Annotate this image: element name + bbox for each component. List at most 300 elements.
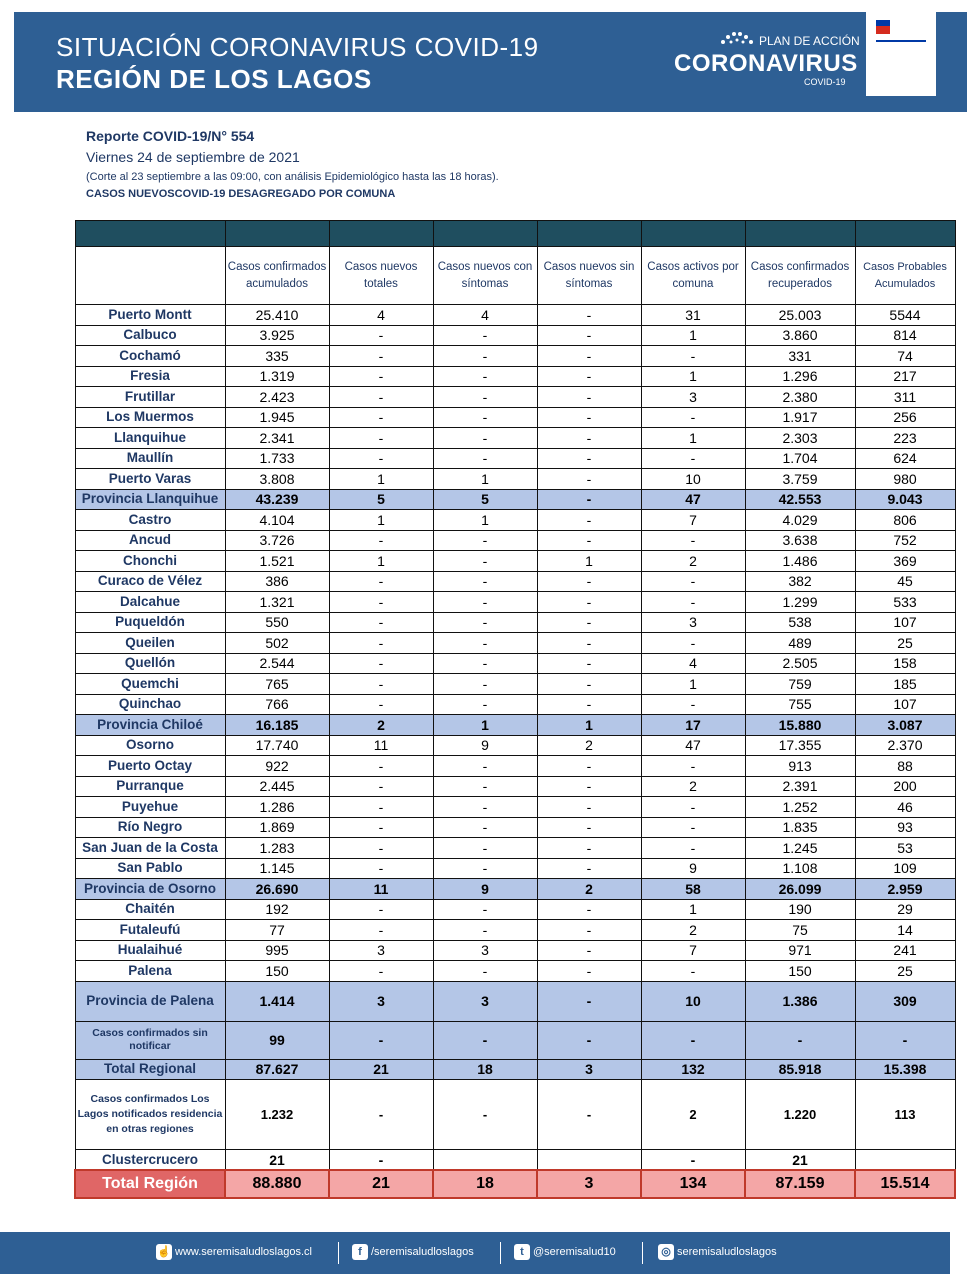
cell-value: 7 [641, 940, 745, 961]
header-title-line2: REGIÓN DE LOS LAGOS [56, 64, 372, 94]
cell-value: 1.917 [745, 407, 855, 428]
cell-value: - [329, 756, 433, 777]
cell-value: 2.423 [225, 387, 329, 408]
comuna-name: Hualaihué [75, 940, 225, 961]
footer-divider [642, 1242, 643, 1264]
cell-value: - [329, 1021, 433, 1059]
header-title-line1: SITUACIÓN CORONAVIRUS COVID-19 [56, 32, 539, 62]
cell-value: 550 [225, 612, 329, 633]
table-row [75, 1170, 955, 1198]
report-subtitle: CASOS NUEVOSCOVID-19 DESAGREGADO POR COMUNA [86, 188, 396, 200]
cell-value: 533 [855, 592, 955, 613]
brand-sub-label: COVID-19 [804, 77, 846, 87]
cell-value: 1.283 [225, 838, 329, 859]
footer-bar [0, 1232, 950, 1274]
cell-value: - [329, 612, 433, 633]
column-header: Casos Probables Acumulados [855, 247, 955, 305]
cell-value: - [433, 817, 537, 838]
cell-value: 2 [641, 776, 745, 797]
cell-value: - [537, 633, 641, 654]
cell-value: 18 [433, 1170, 537, 1198]
table-row [75, 530, 955, 551]
cell-value: 2.445 [225, 776, 329, 797]
cell-value: 1.252 [745, 797, 855, 818]
cell-value: 1.245 [745, 838, 855, 859]
cell-value: 10 [641, 469, 745, 490]
cell-value: 42.553 [745, 489, 855, 510]
cell-value: - [329, 633, 433, 654]
cell-value: 5 [433, 489, 537, 510]
cell-value: 132 [641, 1059, 745, 1080]
cell-value: - [329, 428, 433, 449]
cell-value: 46 [855, 797, 955, 818]
cell-value: 1 [433, 510, 537, 531]
cell-value: 2.370 [855, 735, 955, 756]
cell-value: 3 [537, 1059, 641, 1080]
cell-value: 331 [745, 346, 855, 367]
cell-value: - [641, 1021, 745, 1059]
cell-value: - [537, 571, 641, 592]
cell-value: 88 [855, 756, 955, 777]
cell-value: - [537, 797, 641, 818]
cell-value: 26.099 [745, 879, 855, 900]
table-row [75, 674, 955, 695]
cell-value: - [537, 346, 641, 367]
cell-value: - [329, 920, 433, 941]
report-header [14, 12, 967, 112]
cell-value: - [537, 510, 641, 531]
plan-logo-icon [719, 30, 755, 48]
cell-value: - [537, 305, 641, 326]
cell-value: - [433, 899, 537, 920]
comuna-name: Los Muermos [75, 407, 225, 428]
cell-value: - [329, 366, 433, 387]
cell-value: 93 [855, 817, 955, 838]
cell-value: - [433, 1021, 537, 1059]
cell-value: - [329, 776, 433, 797]
cell-value: - [641, 694, 745, 715]
table-row [75, 899, 955, 920]
comuna-name: Chaitén [75, 899, 225, 920]
comuna-name: Curaco de Vélez [75, 571, 225, 592]
cell-value: - [433, 551, 537, 572]
comuna-name: Provincia de Palena [75, 981, 225, 1021]
cell-value: 1 [641, 674, 745, 695]
cell-value: 241 [855, 940, 955, 961]
cell-value: 1.704 [745, 448, 855, 469]
cell-value: 2 [537, 735, 641, 756]
cell-value: - [329, 1150, 433, 1171]
cell-value: - [329, 407, 433, 428]
cell-value: 1.733 [225, 448, 329, 469]
table-row [75, 510, 955, 531]
cell-value: 2.544 [225, 653, 329, 674]
cell-value: 26.690 [225, 879, 329, 900]
cell-value: - [537, 469, 641, 490]
brand-label: CORONAVIRUS [674, 50, 858, 77]
comuna-name: Cochamó [75, 346, 225, 367]
cell-value: - [433, 592, 537, 613]
cell-value: 3.638 [745, 530, 855, 551]
cell-value: 150 [745, 961, 855, 982]
cell-value: 2.391 [745, 776, 855, 797]
cell-value: 1 [537, 715, 641, 736]
cell-value: 4.104 [225, 510, 329, 531]
cell-value: - [433, 858, 537, 879]
comuna-name: Provincia Llanquihue [75, 489, 225, 510]
cell-value: 922 [225, 756, 329, 777]
cell-value: - [433, 838, 537, 859]
table-row [75, 715, 955, 736]
cell-value: 53 [855, 838, 955, 859]
cell-value: 190 [745, 899, 855, 920]
cell-value: - [329, 1080, 433, 1150]
cell-value: - [329, 571, 433, 592]
cell-value: - [537, 428, 641, 449]
cell-value: 3.808 [225, 469, 329, 490]
table-row [75, 735, 955, 756]
table-row [75, 448, 955, 469]
table-row [75, 756, 955, 777]
cell-value: 2.341 [225, 428, 329, 449]
cell-value: 766 [225, 694, 329, 715]
cell-value: 1 [329, 510, 433, 531]
cell-value: 806 [855, 510, 955, 531]
cell-value: 2 [329, 715, 433, 736]
cell-value: 11 [329, 879, 433, 900]
comuna-name: Palena [75, 961, 225, 982]
report-cutoff: (Corte al 23 septiembre a las 09:00, con análisis Epidemiológico hasta las 18 horas). [86, 171, 499, 183]
cell-value: 1 [329, 551, 433, 572]
footer-twitter-label: @seremisalud10 [533, 1246, 616, 1258]
table-row [75, 571, 955, 592]
comuna-name: Provincia de Osorno [75, 879, 225, 900]
table-row [75, 633, 955, 654]
table-row [75, 325, 955, 346]
cell-value: 1 [641, 428, 745, 449]
cell-value: - [433, 694, 537, 715]
cell-value: - [537, 1021, 641, 1059]
table-row [75, 387, 955, 408]
comuna-name: Quellón [75, 653, 225, 674]
comuna-name: Chonchi [75, 551, 225, 572]
cell-value: - [329, 858, 433, 879]
cell-value: 9 [433, 735, 537, 756]
cell-value: 1.286 [225, 797, 329, 818]
table-row [75, 346, 955, 367]
cell-value: 31 [641, 305, 745, 326]
table-row [75, 817, 955, 838]
column-header: Casos confirmados recuperados [745, 247, 855, 305]
cell-value: - [329, 899, 433, 920]
cell-value: - [537, 981, 641, 1021]
cell-value: 1 [641, 325, 745, 346]
cell-value: 87.627 [225, 1059, 329, 1080]
cell-value: 752 [855, 530, 955, 551]
cell-value: 980 [855, 469, 955, 490]
cell-value: - [537, 858, 641, 879]
table-row [75, 858, 955, 879]
cell-value: 4 [433, 305, 537, 326]
comuna-name: Provincia Chiloé [75, 715, 225, 736]
cell-value: 765 [225, 674, 329, 695]
cell-value: - [537, 940, 641, 961]
cell-value: - [433, 407, 537, 428]
cell-value: 4 [641, 653, 745, 674]
cell-value: 85.918 [745, 1059, 855, 1080]
cell-value: - [329, 838, 433, 859]
footer-web-label: www.seremisaludloslagos.cl [175, 1246, 312, 1258]
cell-value: 2 [641, 920, 745, 941]
cell-value: - [433, 1080, 537, 1150]
cell-value: 3 [433, 981, 537, 1021]
cell-value [537, 1150, 641, 1171]
cell-value: 1.414 [225, 981, 329, 1021]
cell-value: 217 [855, 366, 955, 387]
comuna-name: San Juan de la Costa [75, 838, 225, 859]
ministry-seal-icon [866, 12, 936, 96]
table-row [75, 920, 955, 941]
table-row [75, 961, 955, 982]
cell-value: 755 [745, 694, 855, 715]
comuna-name: Puerto Varas [75, 469, 225, 490]
cell-value: - [855, 1021, 955, 1059]
cell-value: - [433, 797, 537, 818]
cell-value: - [745, 1021, 855, 1059]
footer-divider [500, 1242, 501, 1264]
comuna-name: Maullín [75, 448, 225, 469]
comuna-name: Llanquihue [75, 428, 225, 449]
cell-value: 1.869 [225, 817, 329, 838]
cell-value: - [329, 694, 433, 715]
cell-value: - [641, 633, 745, 654]
cell-value: - [537, 899, 641, 920]
cell-value: 5 [329, 489, 433, 510]
table-row [75, 469, 955, 490]
table-row [75, 653, 955, 674]
cell-value: 88.880 [225, 1170, 329, 1198]
cell-value: - [537, 694, 641, 715]
cell-value: - [537, 838, 641, 859]
cell-value: 3 [641, 612, 745, 633]
table-row [75, 1021, 955, 1059]
cell-value: - [537, 961, 641, 982]
cell-value: - [433, 776, 537, 797]
cell-value: - [329, 653, 433, 674]
footer-facebook-label: /seremisaludloslagos [371, 1246, 474, 1258]
cell-value: 25 [855, 961, 955, 982]
cell-value: 4.029 [745, 510, 855, 531]
cell-value: 158 [855, 653, 955, 674]
cell-value [433, 1150, 537, 1171]
cell-value: 9 [433, 879, 537, 900]
cell-value: 2.505 [745, 653, 855, 674]
cell-value: 1.220 [745, 1080, 855, 1150]
cell-value: 21 [329, 1059, 433, 1080]
cell-value: 3.087 [855, 715, 955, 736]
cell-value: 369 [855, 551, 955, 572]
cell-value: 107 [855, 694, 955, 715]
cell-value: - [641, 346, 745, 367]
cell-value: 1 [433, 469, 537, 490]
cell-value: - [433, 674, 537, 695]
cell-value: 5544 [855, 305, 955, 326]
footer-facebook[interactable] [352, 1244, 474, 1260]
cell-value: 335 [225, 346, 329, 367]
cell-value: 14 [855, 920, 955, 941]
cell-value: 382 [745, 571, 855, 592]
cell-value: - [641, 797, 745, 818]
comuna-name: Puqueldón [75, 612, 225, 633]
cell-value: 15.514 [855, 1170, 955, 1198]
comuna-name: Purranque [75, 776, 225, 797]
table-row [75, 879, 955, 900]
cell-value: - [433, 612, 537, 633]
cell-value: - [537, 653, 641, 674]
cell-value: - [433, 428, 537, 449]
cell-value: - [537, 366, 641, 387]
plan-label: PLAN DE ACCIÓN [759, 34, 860, 48]
cell-value: 77 [225, 920, 329, 941]
cell-value: 7 [641, 510, 745, 531]
cell-value: 45 [855, 571, 955, 592]
cell-value: 1.232 [225, 1080, 329, 1150]
cell-value: 9 [641, 858, 745, 879]
comuna-name: Fresia [75, 366, 225, 387]
cell-value: - [537, 674, 641, 695]
cell-value: - [537, 776, 641, 797]
cell-value: 15.398 [855, 1059, 955, 1080]
cell-value: 759 [745, 674, 855, 695]
cell-value: - [329, 530, 433, 551]
column-header: Casos nuevos con síntomas [433, 247, 537, 305]
comuna-name: Castro [75, 510, 225, 531]
table-row [75, 305, 955, 326]
cell-value [855, 1150, 955, 1171]
cell-value: - [537, 817, 641, 838]
table-row [75, 981, 955, 1021]
cell-value: 1.835 [745, 817, 855, 838]
facebook-icon: f [352, 1244, 368, 1260]
cell-value: - [329, 346, 433, 367]
cell-value: - [329, 674, 433, 695]
footer-web[interactable] [156, 1244, 312, 1260]
cell-value: 15.880 [745, 715, 855, 736]
cell-value: - [537, 592, 641, 613]
cell-value: 25.410 [225, 305, 329, 326]
cell-value: 814 [855, 325, 955, 346]
cell-value: 21 [745, 1150, 855, 1171]
cell-value: - [433, 756, 537, 777]
cell-value: - [433, 366, 537, 387]
cell-value: 2 [641, 551, 745, 572]
comuna-name: Puyehue [75, 797, 225, 818]
table-row [75, 838, 955, 859]
table-row [75, 1059, 955, 1080]
cell-value: 2.380 [745, 387, 855, 408]
cell-value: - [537, 448, 641, 469]
cell-value: 1.386 [745, 981, 855, 1021]
cell-value: - [641, 756, 745, 777]
footer-twitter[interactable] [514, 1244, 616, 1260]
cell-value: - [433, 325, 537, 346]
cell-value: 489 [745, 633, 855, 654]
cell-value: - [329, 817, 433, 838]
cell-value: 223 [855, 428, 955, 449]
cell-value: 109 [855, 858, 955, 879]
cell-value: - [329, 387, 433, 408]
cell-value: 134 [641, 1170, 745, 1198]
cell-value: 256 [855, 407, 955, 428]
table-row [75, 694, 955, 715]
cell-value: 150 [225, 961, 329, 982]
cell-value: 21 [225, 1150, 329, 1171]
cell-value: - [433, 346, 537, 367]
cell-value: 1 [537, 551, 641, 572]
cell-value: - [537, 325, 641, 346]
cell-value: - [537, 489, 641, 510]
cell-value: - [641, 592, 745, 613]
cell-value: - [641, 448, 745, 469]
cell-value: 1.108 [745, 858, 855, 879]
comuna-name: Total Regional [75, 1059, 225, 1080]
cell-value: - [641, 838, 745, 859]
table-header-row [75, 247, 955, 305]
cell-value: 58 [641, 879, 745, 900]
comuna-name: Total Región [75, 1170, 225, 1198]
cell-value: 87.159 [745, 1170, 855, 1198]
cell-value: - [537, 756, 641, 777]
cell-value: 2.959 [855, 879, 955, 900]
footer-instagram[interactable] [658, 1244, 777, 1260]
cell-value: - [641, 571, 745, 592]
cell-value: - [433, 633, 537, 654]
cell-value: 185 [855, 674, 955, 695]
cell-value: - [329, 325, 433, 346]
cell-value: - [537, 407, 641, 428]
comuna-name: Casos confirmados Los Lagos notificados residencia en otras regiones [75, 1080, 225, 1150]
table-row [75, 407, 955, 428]
cell-value: 1.319 [225, 366, 329, 387]
column-header: Casos confirmados acumulados [225, 247, 329, 305]
cell-value: 10 [641, 981, 745, 1021]
cell-value: 17 [641, 715, 745, 736]
cell-value: 3 [537, 1170, 641, 1198]
table-row [75, 366, 955, 387]
table-top-band [75, 221, 955, 247]
cell-value: - [641, 1150, 745, 1171]
report-date: Viernes 24 de septiembre de 2021 [86, 149, 300, 165]
comuna-name: San Pablo [75, 858, 225, 879]
cell-value: 99 [225, 1021, 329, 1059]
cell-value: - [329, 592, 433, 613]
cell-value: 200 [855, 776, 955, 797]
cell-value: 3 [433, 940, 537, 961]
cell-value: 2 [537, 879, 641, 900]
cell-value: - [433, 961, 537, 982]
cell-value: 1.945 [225, 407, 329, 428]
cell-value: 21 [329, 1170, 433, 1198]
cell-value: 538 [745, 612, 855, 633]
cell-value: 74 [855, 346, 955, 367]
cell-value: 1.296 [745, 366, 855, 387]
cell-value: 1.486 [745, 551, 855, 572]
comuna-name: Ancud [75, 530, 225, 551]
column-header: Casos nuevos totales [329, 247, 433, 305]
report-meta [86, 128, 499, 200]
cell-value: 43.239 [225, 489, 329, 510]
header-comuna [75, 247, 225, 305]
